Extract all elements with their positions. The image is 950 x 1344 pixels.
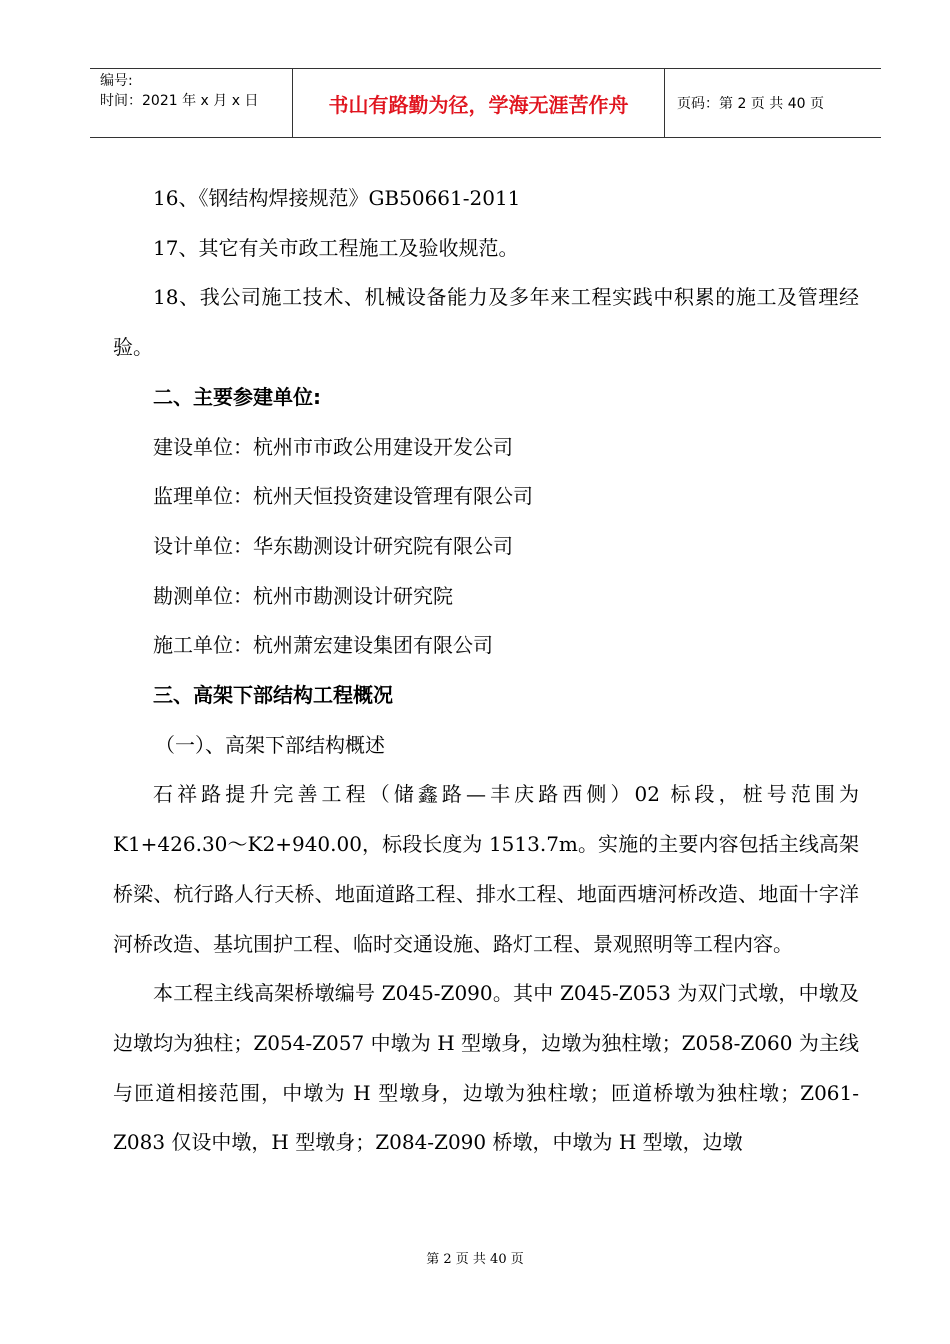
- unit-supervisor: 监理单位：杭州天恒投资建设管理有限公司: [153, 484, 533, 509]
- page-footer: 第 2 页 共 40 页: [426, 1252, 524, 1267]
- header-meta: [90, 69, 293, 137]
- paragraph-item-18: 18、我公司施工技术、机械设备能力及多年来工程实践中积累的施工及管理经验。: [113, 285, 859, 360]
- unit-surveyor: 勘测单位：杭州市勘测设计研究院: [153, 583, 453, 608]
- paragraph-item-17: 17、其它有关市政工程施工及验收规范。: [153, 235, 519, 260]
- paragraph-item-16: 16、《钢结构焊接规范》GB50661-2011: [153, 186, 521, 210]
- paragraph-pier-description: 本工程主线高架桥墩编号 Z045-Z090。其中 Z045-Z053 为双门式墩，中墩及边墩均为独柱；Z054-Z057 中墩为 H 型墩身，边墩为独柱墩；Z058-Z060 为主线与匝道相接范围，中墩为 H 型墩身，边墩为独柱墩；匝道桥墩为独柱墩；Z061-Z083 仅设中墩，H 型墩身；Z084-Z090 桥墩，中墩为 H 型墩，边墩: [113, 981, 859, 1155]
- section-heading-participants: 二、主要参建单位:: [153, 384, 321, 409]
- document-number-label: 编号:: [100, 73, 133, 89]
- page-header: [90, 68, 881, 138]
- unit-contractor: 施工单位：杭州萧宏建设集团有限公司: [153, 633, 493, 658]
- unit-construction-owner: 建设单位：杭州市市政公用建设开发公司: [153, 434, 513, 459]
- header-page-number: 页码：第 2 页 共 40 页: [677, 96, 824, 112]
- header-motto: 书山有路勤为径，学海无涯苦作舟: [293, 69, 665, 137]
- unit-designer: 设计单位：华东勘测设计研究院有限公司: [153, 533, 513, 558]
- subsection-heading-overview: （一）、高架下部结构概述: [155, 732, 385, 757]
- section-heading-substructure: 三、高架下部结构工程概况: [153, 683, 393, 708]
- document-body: [113, 174, 859, 1168]
- paragraph-project-scope: 石祥路提升完善工程（储鑫路—丰庆路西侧）02 标段，桩号范围为 K1+426.30～K2+940.00，标段长度为 1513.7m。实施的主要内容包括主线高架桥梁、杭行路人行天桥、地面道路工程、排水工程、地面西塘河桥改造、地面十字洋河桥改造、基坑围护工程、临时交通设施、路灯工程、景观照明等工程内容。: [113, 782, 859, 956]
- document-date: 时间：2021 年 x 月 x 日: [100, 93, 259, 109]
